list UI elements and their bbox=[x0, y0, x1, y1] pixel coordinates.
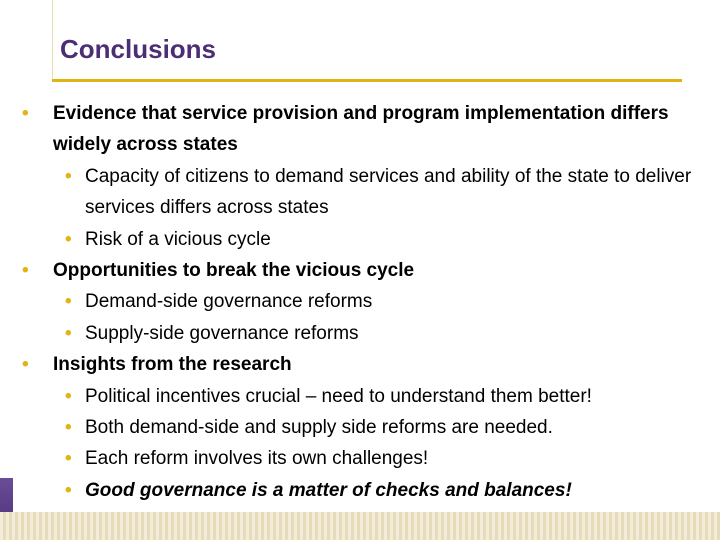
sub-bullet-icon: • bbox=[65, 165, 72, 187]
sub-bullet-icon: • bbox=[65, 322, 72, 344]
bullet-item bbox=[22, 98, 719, 161]
bullet-icon: • bbox=[22, 354, 29, 376]
sub-bullet-item bbox=[22, 475, 702, 506]
sub-bullet-icon: • bbox=[65, 417, 72, 439]
sub-bullet-item bbox=[22, 443, 702, 474]
sub-bullet-item bbox=[22, 412, 702, 443]
bullet-icon: • bbox=[22, 260, 29, 282]
bullet-item bbox=[22, 349, 702, 380]
bullet-list bbox=[22, 98, 702, 506]
sub-bullet-text: Each reform involves its own challenges! bbox=[85, 448, 429, 470]
title-divider-vertical bbox=[52, 0, 53, 80]
bullet-icon: • bbox=[22, 103, 29, 124]
sub-bullet-icon: • bbox=[65, 479, 72, 501]
sub-bullet-item bbox=[22, 161, 720, 224]
sub-bullet-text-emphasis: Good governance is a matter of checks and balances! bbox=[85, 479, 572, 501]
slide-title: Conclusions bbox=[60, 34, 217, 64]
sub-bullet-text: Both demand-side and supply side reforms are needed. bbox=[85, 417, 553, 439]
sub-bullet-icon: • bbox=[65, 448, 72, 470]
sub-bullet-text: Capacity of citizens to demand services and ability of the state to deliver services differs across states bbox=[85, 165, 692, 219]
sub-bullet-icon: • bbox=[65, 291, 72, 313]
sub-bullet-item bbox=[22, 286, 702, 317]
bullet-text: Evidence that service provision and program implementation differs widely across states bbox=[53, 103, 669, 156]
sub-bullet-text: Political incentives crucial – need to understand them better! bbox=[85, 385, 592, 407]
sub-bullet-item bbox=[22, 318, 702, 349]
sub-bullet-item bbox=[22, 381, 702, 412]
sub-bullet-text: Demand-side governance reforms bbox=[85, 291, 373, 313]
bullet-text: Opportunities to break the vicious cycle bbox=[53, 260, 415, 282]
sub-bullet-icon: • bbox=[65, 228, 72, 250]
footer-band bbox=[0, 512, 720, 540]
sub-bullet-icon: • bbox=[65, 385, 72, 407]
sub-bullet-text: Supply-side governance reforms bbox=[85, 322, 359, 344]
sub-bullet-text: Risk of a vicious cycle bbox=[85, 228, 271, 250]
title-underline bbox=[52, 79, 682, 82]
sub-bullet-item bbox=[22, 224, 702, 255]
bullet-text: Insights from the research bbox=[53, 354, 292, 376]
bullet-item bbox=[22, 255, 702, 286]
